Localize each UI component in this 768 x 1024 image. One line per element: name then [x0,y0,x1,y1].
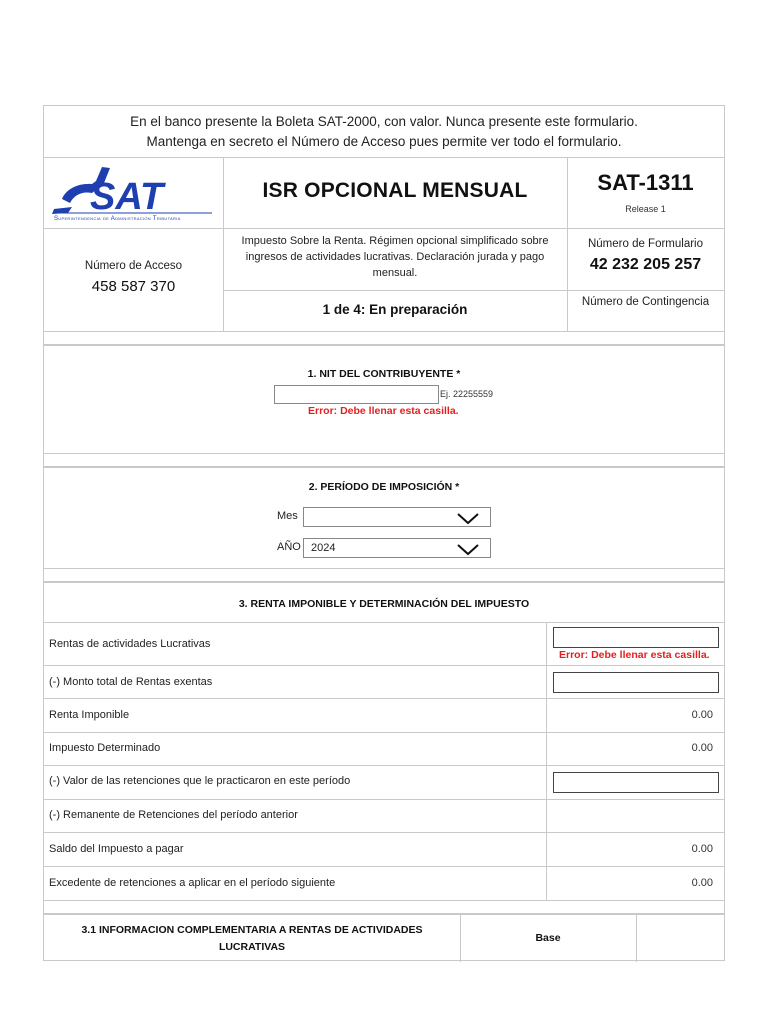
row-saldo-label: Saldo del Impuesto a pagar [49,843,184,855]
row-rentas-exentas-label: (-) Monto total de Rentas exentas [49,676,213,688]
row-impuesto-determinado-label: Impuesto Determinado [49,742,161,754]
access-number-label: Número de Acceso [84,260,183,272]
year-select-value: 2024 [311,542,336,554]
excedente-value: 0.00 [691,877,713,889]
notice-line-1: En el banco presente la Boleta SAT-2000, con valor. Nunca presente este formulario. [130,114,638,129]
month-label: Mes [277,510,298,522]
month-select[interactable] [303,507,491,527]
row-excedente-label: Excedente de retenciones a aplicar en el período siguiente [49,877,336,889]
form-frame [43,105,725,961]
chevron-down-icon [456,511,480,525]
form-status: 1 de 4: En preparación [322,302,468,317]
form-description: Impuesto Sobre la Renta. Régimen opcional simplificado sobre ingresos de actividades lucrativas. Declaración jurada y pago mensual. [241,235,549,279]
saldo-value: 0.00 [691,843,713,855]
form-title: ISR OPCIONAL MENSUAL [262,179,528,202]
access-number: 458 587 370 [91,278,176,295]
contingency-number-label: Número de Contingencia [581,296,710,308]
chevron-down-icon [456,542,480,556]
section2-title: 2. PERÍODO DE IMPOSICIÓN * [308,481,460,493]
rentas-lucrativas-input[interactable] [553,627,719,648]
retenciones-input[interactable] [553,772,719,793]
row-retenciones-label: (-) Valor de las retenciones que le practicaron en este período [49,775,351,787]
row-rentas-lucrativas-label: Rentas de actividades Lucrativas [49,638,211,650]
logo-text: SAT [90,176,164,218]
rentas-lucrativas-error: Error: Debe llenar esta casilla. [559,649,710,661]
rentas-exentas-input[interactable] [553,672,719,693]
nit-error: Error: Debe llenar esta casilla. [308,405,459,417]
form-number: 42 232 205 257 [589,256,702,273]
row-remanente-label: (-) Remanente de Retenciones del período anterior [49,809,298,821]
release-label: Release 1 [625,204,666,214]
section3-title: 3. RENTA IMPONIBLE Y DETERMINACIÓN DEL IMPUESTO [238,598,530,610]
year-label: AÑO [277,541,301,553]
impuesto-determinado-value: 0.00 [691,742,713,754]
row-renta-imponible-label: Renta Imponible [49,709,130,721]
sat-logo [52,163,218,225]
nit-input[interactable] [274,385,439,404]
form-number-label: Número de Formulario [587,238,704,250]
year-select[interactable] [303,538,491,558]
section1-title: 1. NIT DEL CONTRIBUYENTE * [307,368,461,380]
section31-base-header: Base [535,932,561,944]
section31-title: 3.1 INFORMACION COMPLEMENTARIA A RENTAS DE ACTIVIDADES LUCRATIVAS [81,924,423,953]
notice-line-2: Mantenga en secreto el Número de Acceso pues permite ver todo el formulario. [146,134,622,149]
logo-subtitle: Superintendencia de Administración Tributaria [54,216,181,222]
bank-notice [44,112,724,152]
nit-example: Ej. 22255559 [440,389,494,399]
form-code: SAT-1311 [597,170,694,195]
renta-imponible-value: 0.00 [691,709,713,721]
